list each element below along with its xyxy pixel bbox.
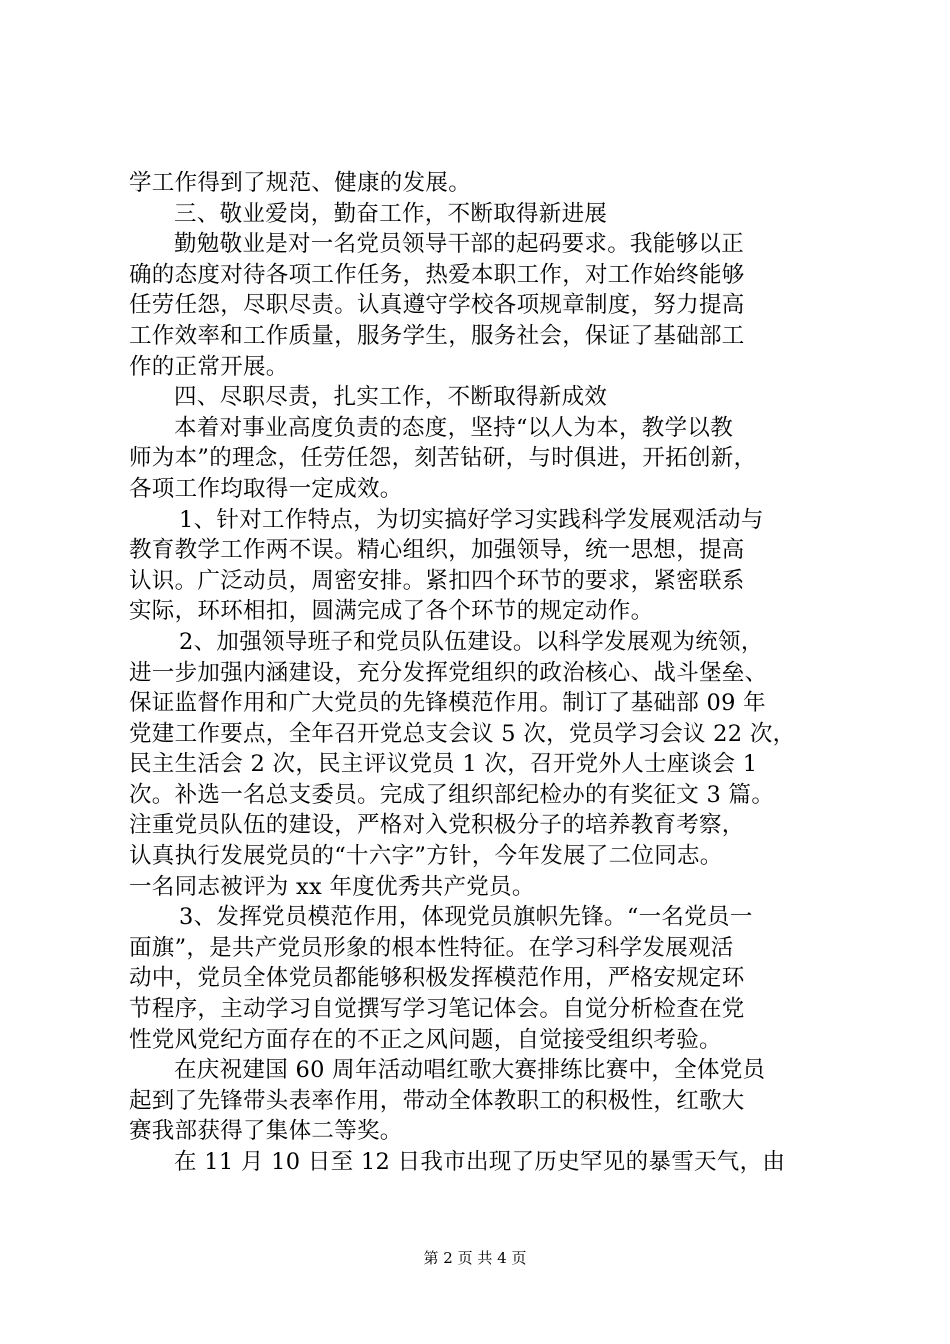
text-line: 面旗”，是共产党员形象的根本性特征。在学习科学发展观活	[129, 934, 734, 961]
section-heading: 四、尽职尽责，扎实工作，不断取得新成效	[174, 384, 608, 411]
text-line: 注重党员队伍的建设，严格对入党积极分子的培养教育考察，	[129, 812, 745, 839]
text-line: 性党风党纪方面存在的不正之风问题，自觉接受组织考验。	[129, 1026, 722, 1053]
text-line: 各项工作均取得一定成效。	[129, 475, 403, 502]
text-line: 认识。广泛动员，周密安排。紧扣四个环节的要求，紧密联系	[129, 567, 745, 594]
text-line: 次。补选一名总支委员。完成了组织部纪检办的有奖征文 3 篇。	[129, 781, 775, 808]
text-line: 在庆祝建国 60 周年活动唱红歌大赛排练比赛中，全体党员	[174, 1057, 766, 1084]
page-number: 第 2 页 共 4 页	[423, 1249, 527, 1267]
section-heading: 三、敬业爱岗，勤奋工作，不断取得新进展	[174, 200, 608, 227]
text-line: 动中，党员全体党员都能够积极发挥模范作用，严格安规定环	[129, 965, 745, 992]
text-line: 作的正常开展。	[129, 353, 289, 380]
text-line: 起到了先锋带头表率作用，带动全体教职工的积极性，红歌大	[129, 1087, 745, 1114]
document-body	[129, 168, 829, 1178]
text-line: 党建工作要点，全年召开党总支会议 5 次，党员学习会议 22 次，	[129, 720, 796, 747]
text-line: 实际，环环相扣，圆满完成了各个环节的规定动作。	[129, 598, 654, 625]
text-line: 民主生活会 2 次，民主评议党员 1 次，召开党外人士座谈会 1	[129, 751, 758, 778]
text-line: 学工作得到了规范、健康的发展。	[129, 170, 472, 196]
text-line: 保证监督作用和广大党员的先锋模范作用。制订了基础部 09 年	[129, 690, 766, 717]
page-footer	[0, 1248, 950, 1268]
text-line: 认真执行发展党员的“十六字”方针，今年发展了二位同志。	[129, 843, 723, 870]
text-line: 一名同志被评为 xx 年度优秀共产党员。	[129, 873, 535, 900]
text-line: 进一步加强内涵建设，充分发挥党组织的政治核心、战斗堡垒、	[129, 659, 768, 686]
text-line: 2、加强领导班子和党员队伍建设。以科学发展观为统领，	[179, 628, 764, 655]
text-line: 1、针对工作特点，为切实搞好学习实践科学发展观活动与	[179, 506, 764, 533]
text-line: 本着对事业高度负责的态度，坚持“以人为本，教学以教	[174, 414, 734, 441]
text-line: 工作效率和工作质量，服务学生，服务社会，保证了基础部工	[129, 322, 745, 349]
text-line: 在 11 月 10 日至 12 日我市出现了历史罕见的暴雪天气，由	[174, 1149, 786, 1175]
text-line: 师为本”的理念，任劳任怨，刻苦钻研，与时俱进，开拓创新，	[129, 445, 757, 472]
text-line: 任劳任怨，尽职尽责。认真遵守学校各项规章制度，努力提高	[129, 292, 745, 319]
text-line: 教育教学工作两不误。精心组织，加强领导，统一思想，提高	[129, 537, 745, 564]
text-line: 赛我部获得了集体二等奖。	[129, 1118, 403, 1145]
text-line: 节程序，主动学习自觉撰写学习笔记体会。自觉分析检查在党	[129, 996, 745, 1023]
text-line: 确的态度对待各项工作任务，热爱本职工作，对工作始终能够	[129, 261, 745, 288]
text-line: 勤勉敬业是对一名党员领导干部的起码要求。我能够以正	[174, 231, 745, 258]
text-line: 3、发挥党员模范作用，体现党员旗帜先锋。“一名党员一	[179, 904, 753, 931]
